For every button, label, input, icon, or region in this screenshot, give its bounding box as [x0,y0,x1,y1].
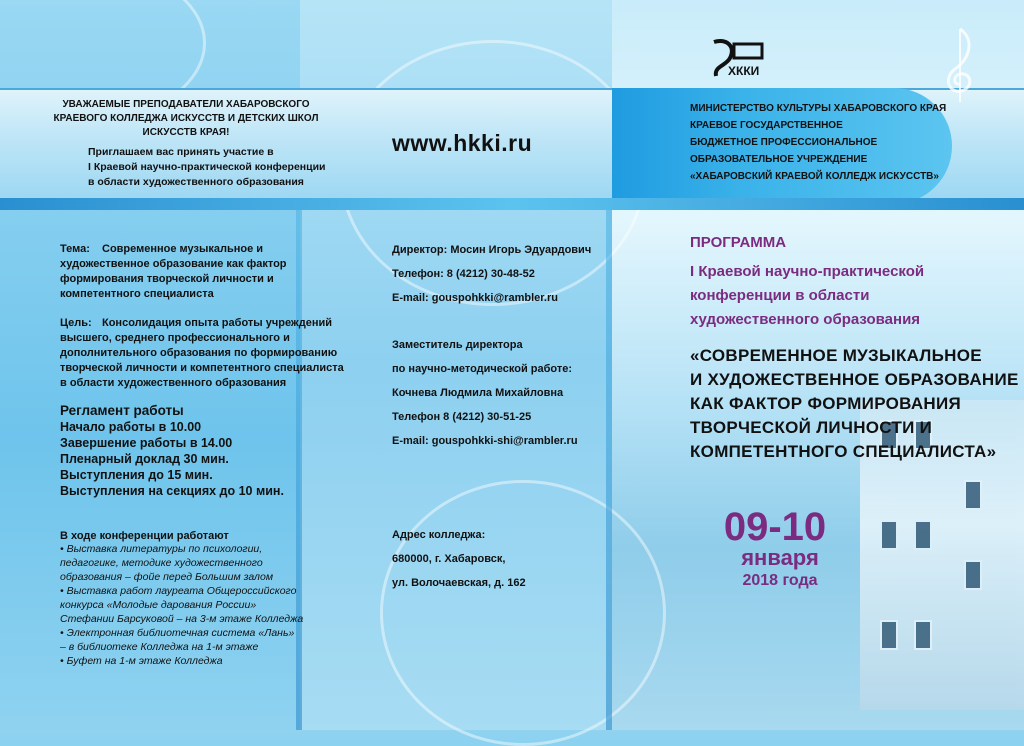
panel-divider [296,210,302,730]
list-item: • Буфет на 1-м этаже Колледжа [60,655,223,667]
ministry-line: «ХАБАРОВСКИЙ КРАЕВОЙ КОЛЛЕДЖ ИСКУССТВ» [690,171,939,182]
program-heading: ПРОГРАММА [690,234,787,251]
conference-theme: «СОВРЕМЕННОЕ МУЗЫКАЛЬНОЕ [690,346,982,365]
invite-line: Приглашаем вас принять участие в [88,146,274,158]
goal-text: высшего, среднего профессионального и [60,332,290,344]
list-item: • Выставка литературы по психологии, [60,543,263,555]
goal-text: Консолидация опыта работы учреждений [102,317,332,329]
event-year: 2018 года [742,572,818,589]
building-window [964,480,982,510]
invite-line: I Краевой научно-практической конференции [88,161,326,173]
list-item: • Выставка работ лауреата Общероссийского [60,585,297,597]
list-item: Стефании Барсуковой – на 3-м этаже Колледжа [60,613,304,625]
ministry-line: КРАЕВОЕ ГОСУДАРСТВЕННОЕ [690,120,843,131]
invite-line: в области художественного образования [88,176,304,188]
goal-text: в области художественного образования [60,377,287,389]
goal-text: творческой личности и компетентного специалиста [60,362,344,374]
conference-title: конференции в области [690,287,870,304]
event-month: января [741,545,819,570]
band-bar [0,198,1024,210]
list-item: конкурса «Молодые дарования России» [60,599,257,611]
logo-text: ХККИ [728,64,760,78]
conference-title: художественного образования [690,311,921,328]
list-item: – в библиотеке Колледжа на 1-м этаже [60,641,259,653]
conference-theme: И ХУДОЖЕСТВЕННОЕ ОБРАЗОВАНИЕ [690,370,1019,389]
director-phone: Телефон: 8 (4212) 30-48-52 [392,268,535,280]
conference-theme: КАК ФАКТОР ФОРМИРОВАНИЯ [690,394,962,413]
theme-label: Тема: [60,243,90,255]
deputy-phone: Телефон 8 (4212) 30-51-25 [392,411,532,423]
building-window [880,520,898,550]
address-line: 680000, г. Хабаровск, [392,553,506,565]
ministry-line: БЮДЖЕТНОЕ ПРОФЕССИОНАЛЬНОЕ [690,137,878,148]
address-line: ул. Волочаевская, д. 162 [392,577,526,589]
goal-text: дополнительного образования по формированию [60,347,338,359]
event-dates: 09-10 [723,505,827,549]
deputy-name: Кочнева Людмила Михайловна [392,387,564,399]
theme-text: художественное образование как фактор [60,258,287,270]
deputy-title: по научно-методической работе: [392,363,573,375]
schedule-item: Пленарный доклад 30 мин. [60,452,229,466]
schedule-item: Выступления до 15 мин. [60,468,213,482]
decor-swirl [380,480,666,746]
goal-label: Цель: [60,317,92,329]
director-email[interactable]: E-mail: gouspohkki@rambler.ru [392,292,558,304]
theme-text: формирования творческой личности и [60,273,274,285]
conference-theme: ТВОРЧЕСКОЙ ЛИЧНОСТИ И [690,418,933,437]
college-logo [706,36,770,80]
theme-text: Современное музыкальное и [102,243,264,255]
schedule-title: Регламент работы [60,403,184,418]
conference-theme: КОМПЕТЕНТНОГО СПЕЦИАЛИСТА» [690,442,997,461]
ministry-line: ОБРАЗОВАТЕЛЬНОЕ УЧРЕЖДЕНИЕ [690,154,868,165]
schedule-item: Начало работы в 10.00 [60,420,202,434]
schedule-item: Выступления на секциях до 10 мин. [60,484,284,498]
during-title: В ходе конференции работают [60,530,229,542]
schedule-item: Завершение работы в 14.00 [60,436,233,450]
building-window [880,620,898,650]
theme-text: компетентного специалиста [60,288,214,300]
director-name: Директор: Мосин Игорь Эдуардович [392,244,592,256]
building-window [964,560,982,590]
deputy-title: Заместитель директора [392,339,523,351]
panel-divider [606,210,612,730]
treble-clef-icon [930,24,990,104]
greeting: УВАЖАЕМЫЕ ПРЕПОДАВАТЕЛИ ХАБАРОВСКОГО КРАЕВОГО КОЛЛЕДЖА ИСКУССТВ И ДЕТСКИХ ШКОЛ ИСКУССТВ КРАЯ! [53,99,319,138]
list-item: образования – фойе перед Большим залом [60,571,274,583]
list-item: • Электронная библиотечная система «Лань» [60,627,295,639]
building-window [914,520,932,550]
list-item: педагогике, методике художественного [60,557,263,569]
conference-title: I Краевой научно-практической [690,263,925,280]
building-window [914,620,932,650]
address-label: Адрес колледжа: [392,529,486,541]
website-url[interactable]: www.hkki.ru [392,130,533,156]
deputy-email[interactable]: E-mail: gouspohkki-shi@rambler.ru [392,435,578,447]
ministry-line: МИНИСТЕРСТВО КУЛЬТУРЫ ХАБАРОВСКОГО КРАЯ [690,103,947,114]
